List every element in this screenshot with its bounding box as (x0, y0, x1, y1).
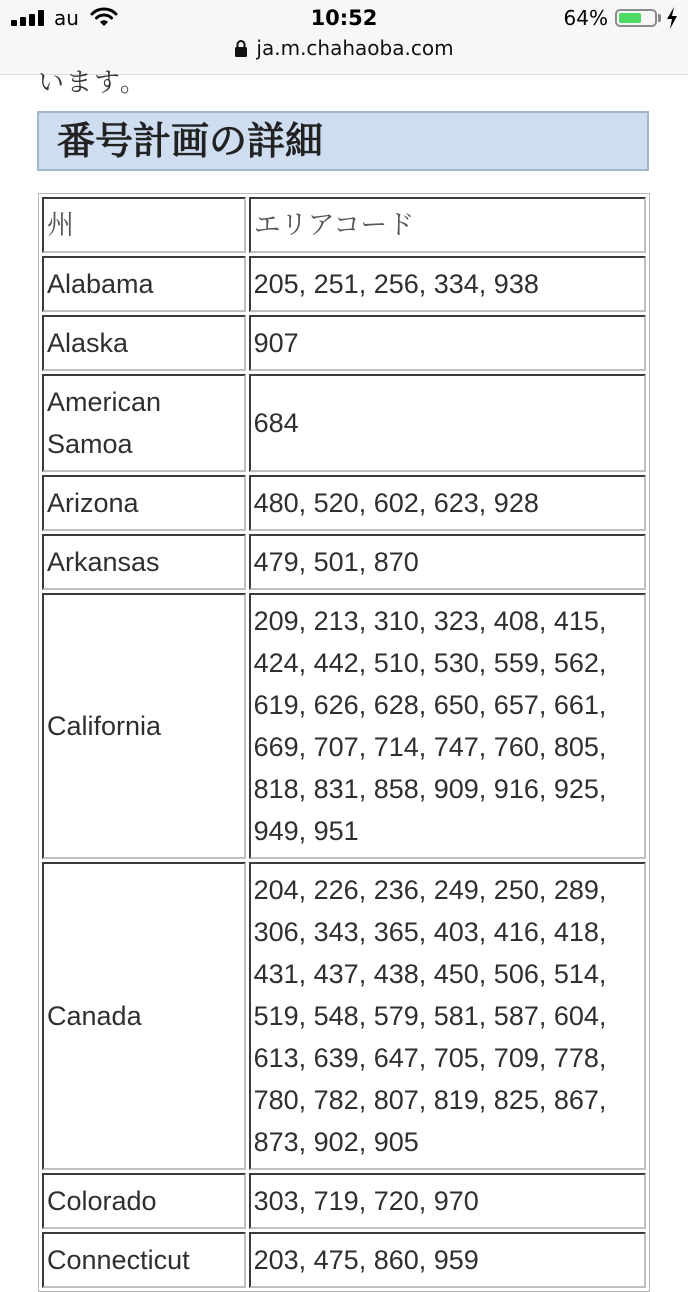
table-row (42, 1173, 646, 1229)
table-row (42, 315, 646, 371)
area-code-table (38, 193, 650, 1292)
section-heading: 番号計画の詳細 (37, 111, 649, 171)
column-header-area-code: エリアコード (249, 197, 646, 253)
battery-percentage: 64% (563, 6, 608, 30)
area-codes-cell: 205, 251, 256, 334, 938 (249, 256, 646, 312)
table-row (42, 1232, 646, 1288)
charging-bolt-icon (666, 7, 678, 29)
address-bar[interactable] (0, 36, 688, 60)
area-codes-cell: 204, 226, 236, 249, 250, 289, 306, 343, 365, 403, 416, 418, 431, 437, 438, 450, 506, 514, 519, 548, 579, 581, 587, 604, 613, 639, 647, 705, 709, 778, 780, 782, 807, 819, 825, 867, 873, 902, 905 (249, 862, 646, 1170)
area-codes-cell: 907 (249, 315, 646, 371)
table-row (42, 256, 646, 312)
state-cell: Canada (42, 862, 246, 1170)
area-codes-cell: 203, 475, 860, 959 (249, 1232, 646, 1288)
area-codes-cell: 303, 719, 720, 970 (249, 1173, 646, 1229)
area-codes-cell: 480, 520, 602, 623, 928 (249, 475, 646, 531)
state-cell: Alabama (42, 256, 246, 312)
battery-fill (619, 13, 641, 23)
lock-icon (234, 40, 248, 57)
table-row (42, 475, 646, 531)
state-cell: Connecticut (42, 1232, 246, 1288)
area-codes-cell: 209, 213, 310, 323, 408, 415, 424, 442, 510, 530, 559, 562, 619, 626, 628, 650, 657, 661, 669, 707, 714, 747, 760, 805, 818, 831, 858, 909, 916, 925, 949, 951 (249, 593, 646, 859)
state-cell: Arkansas (42, 534, 246, 590)
clock: 10:52 (310, 6, 378, 30)
state-cell: Colorado (42, 1173, 246, 1229)
carrier-name: au (54, 6, 79, 30)
battery-icon (615, 9, 657, 27)
area-codes-cell: 479, 501, 870 (249, 534, 646, 590)
area-codes-cell: 684 (249, 374, 646, 472)
table-header-row (42, 197, 646, 253)
state-cell: American Samoa (42, 374, 246, 472)
table-row (42, 862, 646, 1170)
body-text-fragment: います。 (38, 68, 148, 98)
state-cell: Alaska (42, 315, 246, 371)
state-cell: California (42, 593, 246, 859)
state-cell: Arizona (42, 475, 246, 531)
table-row (42, 593, 646, 859)
battery-tip (658, 14, 661, 22)
table-row (42, 534, 646, 590)
url-text: ja.m.chahaoba.com (256, 36, 454, 60)
column-header-state: 州 (42, 197, 246, 253)
table-row (42, 374, 646, 472)
